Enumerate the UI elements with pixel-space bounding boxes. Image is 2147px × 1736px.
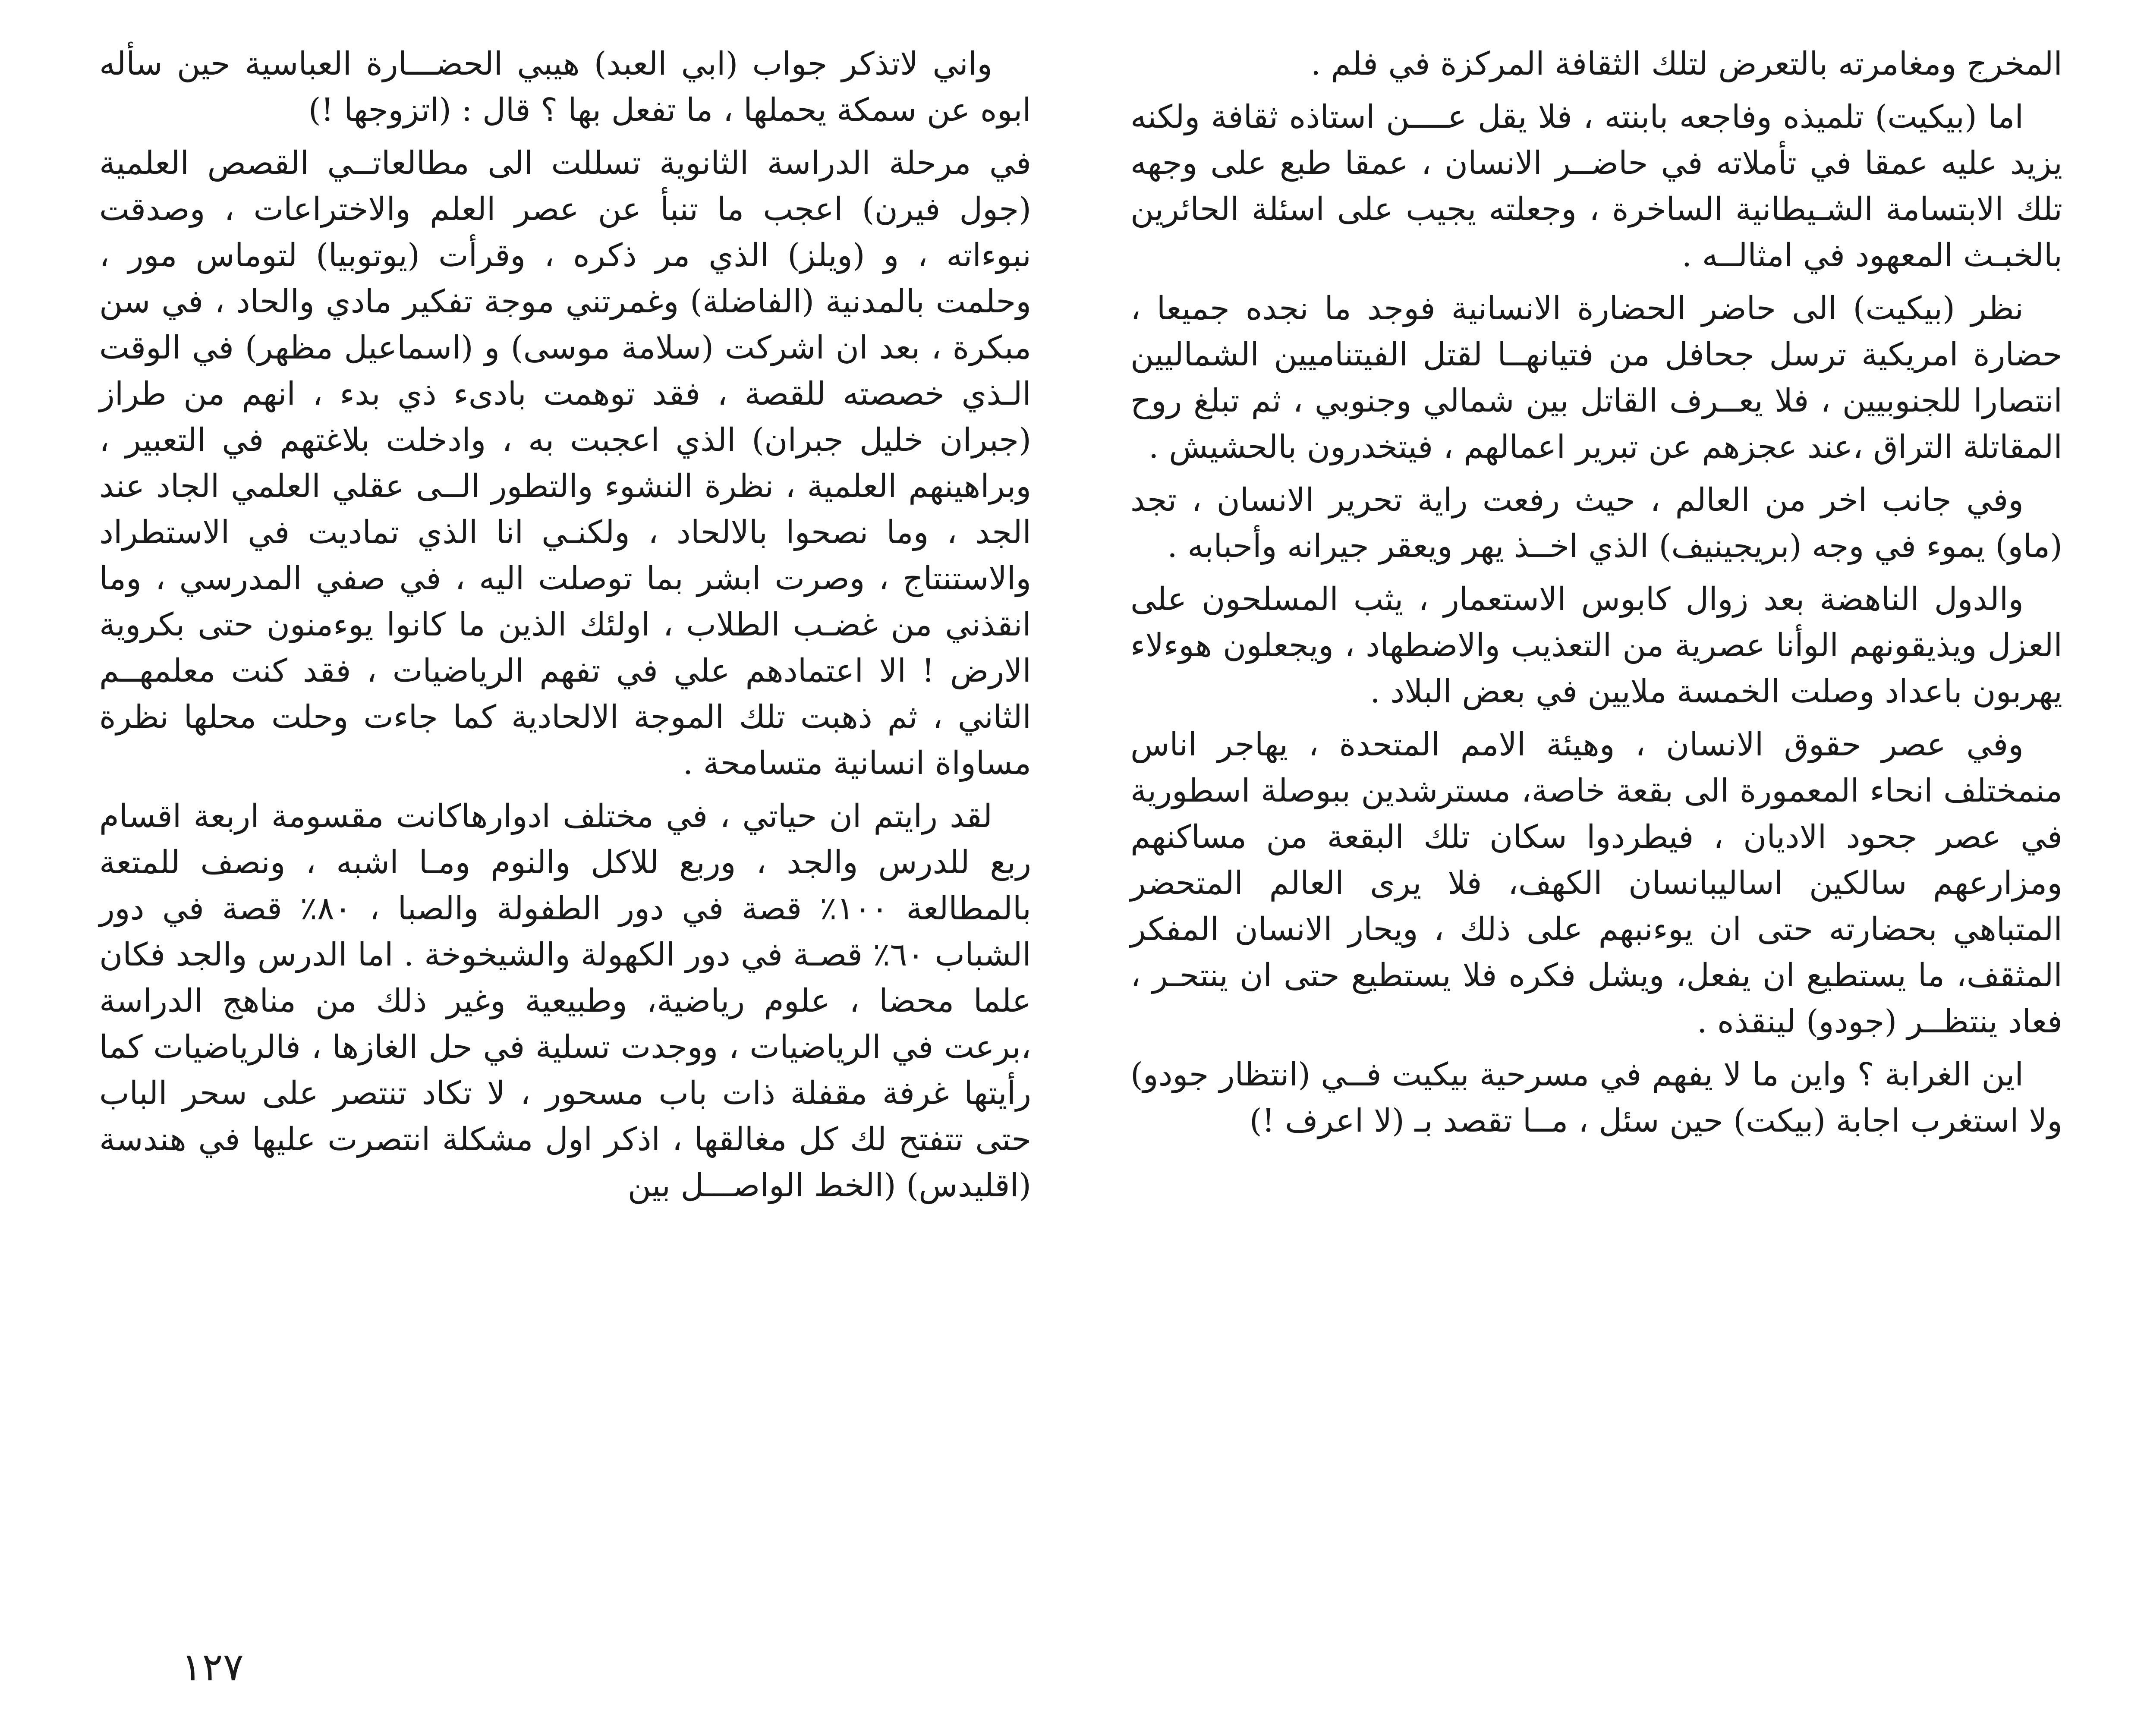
paragraph: وفي عصر حقوق الانسان ، وهيئة الامم المتحدة ، يهاجر اناس منمختلف انحاء المعمورة الى بقعة خاصة، مسترشدين ببوصلة اسطورية في عصر جحود الاديان ، فيطردوا سكان تلك البقعة من مساكنهم ومزارعهم سالكين اساليبانسان الكهف، فلا يرى العالم المتحضر المتباهي بحضارته حتى ان يوءنبهم على ذلك ، ويحار الانسان المفكر المثقف، ما يستطيع ان يفعل، ويشل فكره فلا يستطيع حتى ان ينتحـر ، فعاد ينتظــر (جودو) لينقذه . — [1130, 726, 2062, 1040]
left-column — [99, 41, 1031, 1216]
paragraph: المخرج ومغامرته بالتعرض لتلك الثقافة المركزة في فلم . — [1310, 45, 2062, 82]
paragraph: في مرحلة الدراسة الثانوية تسللت الى مطالعاتــي القصص العلمية (جول فيرن) اعجب ما تنبأ عن عصر العلم والاختراعات ، وصدقت نبوءاته ، و (ويلز) الذي مر ذكره ، وقرأت (يوتوبيا) لتوماس مور ، وحلمت بالمدنية (الفاضلة) وغمرتني موجة تفكير مادي والحاد ، في سن مبكرة ، بعد ان اشركت (سلامة موسى) و (اسماعيل مظهر) في الوقت الـذي خصصته للقصة ، فقد توهمت بادىء ذي بدء ، انهم من طراز (جبران خليل جبران) الذي اعجبت به ، وادخلت بلاغتهم في التعبير ، وبراهينهم العلمية ، نظرة النشوء والتطور الــى عقلي العلمي الجاد عند الجد ، وما نصحوا بالالحاد ، ولكنـي انا الذي تماديت في الاستطراد والاستنتاج ، وصرت ابشر بما توصلت اليه ، في صفي المدرسي ، وما انقذني من غضـب الطلاب ، اولئك الذين ما كانوا يوءمنون حتى بكروية الارض ! الا اعتمادهم علي في تفهم الرياضيات ، فقد كنت معلمهــم الثاني ، ثم ذهبت تلك الموجة الالحادية كما جاءت وحلت محلها نظرة مساواة انسانية متسامحة . — [99, 145, 1031, 782]
paragraph: اما (بيكيت) تلميذه وفاجعه بابنته ، فلا يقل عــــن استاذه ثقافة ولكنه يزيد عليه عمقا في تأملاته في حاضــر الانسان ، عمقا طبع على وجهه تلك الابتسامة الشـيطانية الساخرة ، وجعلته يجيب على اسئلة الحائرين بالخبـث المعهود في امثالــه . — [1130, 98, 2062, 274]
paragraph: نظر (بيكيت) الى حاضر الحضارة الانسانية فوجد ما نجده جميعا ، حضارة امريكية ترسل جحافل من فتيانهــا لقتل الفيتناميين الشماليين انتصارا للجنوبيين ، فلا يعــرف القاتل بين شمالي وجنوبي ، ثم تبلغ روح المقاتلة التراق ،عند عجزهم عن تبرير اعمالهم ، فيتخدرون بالحشيش . — [1130, 290, 2062, 465]
paragraph: وفي جانب اخر من العالم ، حيث رفعت راية تحرير الانسان ، تجد (ماو) يموء في وجه (بريجينيف) الذي اخــذ يهر ويعقر جيرانه وأحبابه . — [1130, 481, 2062, 565]
paragraph: والدول الناهضة بعد زوال كابوس الاستعمار ، يثب المسلحون على العزل ويذيقونهم الوأنا عصرية من التعذيب والاضطهاد ، ويجعلون هوءلاء يهربون باعداد وصلت الخمسة ملايين في بعض البلاد . — [1130, 581, 2062, 710]
paragraph: واني لاتذكر جواب (ابي العبد) هيبي الحضـــارة العباسية حين سأله ابوه عن سمكة يحملها ، ما تفعل بها ؟ قال : (اتزوجها !) — [99, 45, 1031, 129]
right-column — [1130, 41, 2062, 1151]
paragraph: لقد رايتم ان حياتي ، في مختلف ادوارهاكانت مقسومة اربعة اقسام ربع للدرس والجد ، وربع للاكل والنوم ومـا اشبه ، ونصف للمتعة بالمطالعة ١٠٠٪ قصة في دور الطفولة والصبا ، ٨٠٪ قصة في دور الشباب ٦٠٪ قصـة في دور الكهولة والشيخوخة . اما الدرس والجد فكان علما محضا ، علوم رياضية، وطبيعية وغير ذلك من مناهج الدراسة ،برعت في الرياضيات ، ووجدت تسلية في حل الغازها ، فالرياضيات كما رأيتها غرفة مقفلة ذات باب مسحور ، لا تكاد تنتصر على سحر الباب حتى تتفتح لك كل مغالقها ، اذكر اول مشكلة انتصرت عليها في هندسة (اقليدس) (الخط الواصـــل بين — [99, 798, 1031, 1204]
page-number: ١٢٧ — [181, 1645, 244, 1690]
paragraph: اين الغرابة ؟ واين ما لا يفهم في مسرحية بيكيت فــي (انتظار جودو) ولا استغرب اجابة (بيكت) حين سئل ، مــا تقصد بـ (لا اعرف !) — [1130, 1056, 2062, 1139]
